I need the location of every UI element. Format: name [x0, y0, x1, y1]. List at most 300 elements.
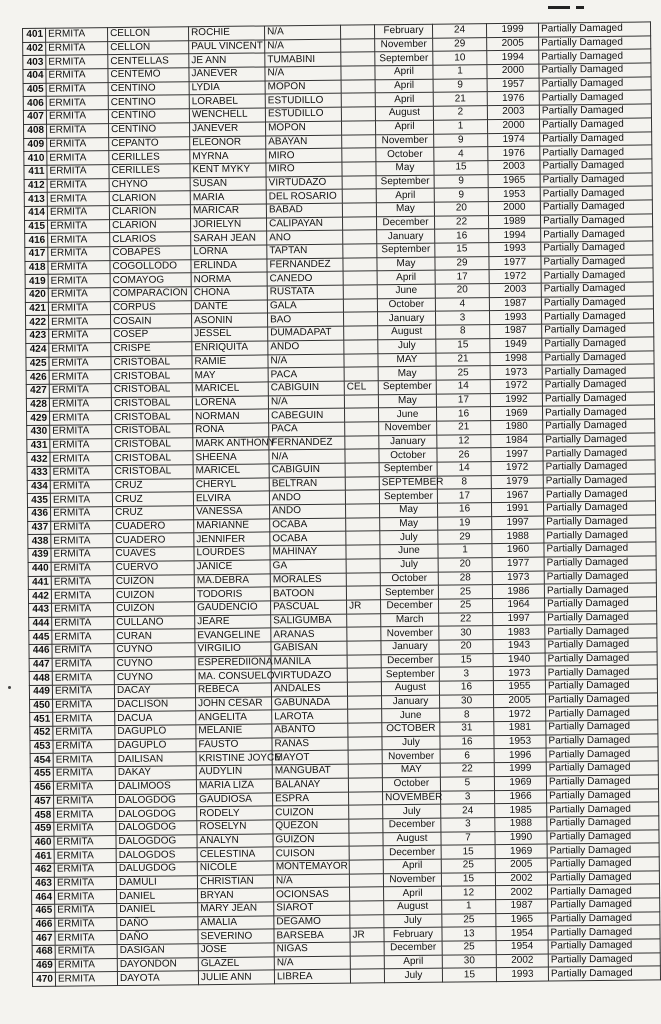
middle-name-cell: VIRTUDAZO: [266, 176, 342, 190]
first-name-cell: JESSEL: [192, 327, 268, 341]
birth-year-cell: 2002: [496, 885, 548, 899]
birth-year-cell: 1999: [494, 762, 546, 776]
row-number: 427: [26, 384, 49, 398]
barangay-cell: ERMITA: [48, 219, 110, 233]
middle-name-cell: TUMABINI: [265, 53, 341, 67]
birth-day-cell: 15: [436, 338, 490, 352]
barangay-cell: ERMITA: [47, 151, 109, 165]
barangay-cell: ERMITA: [49, 315, 111, 329]
status-cell: Partially Damaged: [542, 378, 654, 393]
birth-year-cell: 2002: [496, 954, 548, 968]
row-number: 442: [28, 589, 51, 603]
row-number: 460: [31, 836, 54, 850]
barangay-cell: ERMITA: [53, 698, 115, 712]
status-cell: Partially Damaged: [540, 200, 652, 215]
status-cell: Partially Damaged: [546, 693, 658, 708]
birth-day-cell: 7: [441, 831, 495, 845]
first-name-cell: SARAH JEAN: [191, 231, 267, 245]
birth-month-cell: December: [376, 216, 434, 230]
birth-day-cell: 31: [440, 722, 494, 736]
last-name-cell: DANIEL: [117, 903, 198, 918]
last-name-cell: CRUZ: [112, 492, 193, 507]
middle-name-cell: QUEZON: [273, 819, 349, 833]
birth-year-cell: 1989: [488, 215, 540, 229]
first-name-cell: LORABEL: [189, 94, 265, 108]
birth-year-cell: 1977: [489, 256, 541, 270]
suffix-cell: [348, 695, 382, 709]
middle-name-cell: BABAD: [266, 203, 342, 217]
suffix-cell: [350, 901, 384, 915]
suffix-cell: [348, 764, 382, 778]
first-name-cell: MARICEL: [193, 464, 269, 478]
birth-year-cell: 1999: [486, 23, 538, 37]
birth-month-cell: February: [384, 928, 442, 942]
birth-month-cell: March: [381, 613, 439, 627]
last-name-cell: CUADERO: [113, 519, 194, 534]
barangay-cell: ERMITA: [51, 589, 113, 603]
middle-name-cell: N/A: [264, 25, 340, 39]
birth-day-cell: 30: [442, 954, 496, 968]
last-name-cell: DAGUPLO: [115, 725, 196, 740]
birth-month-cell: November: [379, 421, 437, 435]
birth-month-cell: MAY: [378, 353, 436, 367]
last-name-cell: DAÑO: [117, 916, 198, 931]
row-number: 444: [29, 617, 52, 631]
birth-month-cell: July: [380, 558, 438, 572]
first-name-cell: ELVIRA: [193, 491, 269, 505]
first-name-cell: JOSE: [198, 943, 274, 957]
middle-name-cell: MOPON: [265, 121, 341, 135]
row-number: 408: [24, 124, 47, 138]
birth-month-cell: June: [377, 284, 435, 298]
row-number: 404: [23, 69, 46, 83]
registry-rows: [23, 22, 661, 987]
first-name-cell: JANICE: [194, 560, 270, 574]
barangay-cell: ERMITA: [54, 849, 116, 863]
barangay-cell: ERMITA: [48, 247, 110, 261]
page-marks: [548, 4, 608, 10]
birth-year-cell: 1943: [493, 639, 545, 653]
birth-month-cell: April: [383, 859, 441, 873]
birth-month-cell: September: [381, 667, 439, 681]
birth-month-cell: September: [375, 52, 433, 66]
barangay-cell: ERMITA: [55, 945, 117, 959]
status-cell: Partially Damaged: [542, 350, 654, 365]
birth-day-cell: 24: [441, 804, 495, 818]
birth-month-cell: November: [383, 873, 441, 887]
birth-year-cell: 1976: [487, 92, 539, 106]
first-name-cell: KRISTINE JOYCE: [196, 751, 272, 765]
last-name-cell: DACAY: [114, 684, 195, 699]
birth-day-cell: 24: [432, 24, 486, 38]
suffix-cell: [350, 887, 384, 901]
status-cell: Partially Damaged: [541, 255, 653, 270]
birth-year-cell: 1973: [492, 571, 544, 585]
row-number: 431: [27, 439, 50, 453]
last-name-cell: CRISTOBAL: [111, 383, 192, 398]
last-name-cell: CRISTOBAL: [112, 451, 193, 466]
barangay-cell: ERMITA: [52, 671, 114, 685]
first-name-cell: AUDYLIN: [196, 765, 272, 779]
last-name-cell: CRISTOBAL: [112, 424, 193, 439]
birth-day-cell: 17: [435, 270, 489, 284]
birth-day-cell: 3: [439, 667, 493, 681]
row-number: 468: [32, 945, 55, 959]
barangay-cell: ERMITA: [55, 958, 117, 972]
status-cell: Partially Damaged: [544, 597, 656, 612]
status-cell: Partially Damaged: [542, 323, 654, 338]
birth-day-cell: 17: [437, 489, 491, 503]
first-name-cell: CHRISTIAN: [197, 875, 273, 889]
middle-name-cell: MIRO: [266, 162, 342, 176]
first-name-cell: BRYAN: [198, 888, 274, 902]
barangay-cell: ERMITA: [51, 561, 113, 575]
status-cell: Partially Damaged: [539, 36, 651, 51]
first-name-cell: LORNA: [191, 245, 267, 259]
birth-year-cell: 1984: [491, 434, 543, 448]
birth-day-cell: 15: [435, 243, 489, 257]
row-number: 402: [23, 42, 46, 56]
barangay-cell: ERMITA: [51, 575, 113, 589]
suffix-cell: [341, 93, 375, 107]
row-number: 421: [25, 302, 48, 316]
status-cell: Partially Damaged: [539, 63, 651, 78]
barangay-cell: ERMITA: [49, 370, 111, 384]
first-name-cell: MYRNA: [190, 149, 266, 163]
row-number: 458: [31, 808, 54, 822]
birth-month-cell: January: [377, 312, 435, 326]
status-cell: Partially Damaged: [548, 953, 660, 968]
barangay-cell: ERMITA: [50, 425, 112, 439]
suffix-cell: [345, 422, 379, 436]
birth-day-cell: 15: [441, 845, 495, 859]
row-number: 450: [30, 699, 53, 713]
birth-day-cell: 21: [437, 421, 491, 435]
first-name-cell: JENNIFER: [194, 532, 270, 546]
row-number: 401: [23, 28, 46, 42]
suffix-cell: JR: [350, 928, 384, 942]
birth-year-cell: 2003: [487, 105, 539, 119]
middle-name-cell: CALIPAYAN: [266, 217, 342, 231]
barangay-cell: ERMITA: [52, 630, 114, 644]
row-number: 469: [32, 959, 55, 973]
row-number: 414: [24, 206, 47, 220]
middle-name-cell: CABIGUIN: [269, 463, 345, 477]
birth-year-cell: 1990: [495, 831, 547, 845]
first-name-cell: ESPEREDIIONA: [195, 656, 271, 670]
first-name-cell: NICOLE: [197, 861, 273, 875]
suffix-cell: [348, 737, 382, 751]
status-cell: Partially Damaged: [548, 898, 660, 913]
registry-table: [22, 21, 661, 987]
suffix-cell: [343, 285, 377, 299]
row-number: 455: [30, 767, 53, 781]
birth-month-cell: May: [376, 202, 434, 216]
last-name-cell: CULLANO: [114, 615, 195, 630]
birth-month-cell: April: [375, 93, 433, 107]
birth-month-cell: January: [382, 695, 440, 709]
birth-month-cell: January: [381, 640, 439, 654]
row-number: 470: [32, 973, 55, 987]
birth-year-cell: 1954: [496, 940, 548, 954]
birth-month-cell: May: [380, 517, 438, 531]
birth-month-cell: July: [380, 531, 438, 545]
barangay-cell: ERMITA: [52, 602, 114, 616]
birth-day-cell: 3: [441, 817, 495, 831]
suffix-cell: [349, 791, 383, 805]
suffix-cell: [350, 942, 384, 956]
birth-year-cell: 2002: [495, 872, 547, 886]
last-name-cell: CENTINO: [109, 123, 190, 138]
row-number: 441: [28, 576, 51, 590]
birth-year-cell: 1969: [490, 406, 542, 420]
suffix-cell: [345, 476, 379, 490]
first-name-cell: MELANIE: [196, 724, 272, 738]
birth-year-cell: 1966: [495, 790, 547, 804]
last-name-cell: CELLON: [108, 27, 189, 42]
last-name-cell: CELLON: [108, 40, 189, 55]
birth-year-cell: 1993: [489, 311, 541, 325]
first-name-cell: KENT MYKY: [190, 163, 266, 177]
suffix-cell: [347, 627, 381, 641]
status-cell: Partially Damaged: [548, 912, 660, 927]
birth-month-cell: May: [380, 503, 438, 517]
row-number: 411: [24, 165, 47, 179]
suffix-cell: [341, 52, 375, 66]
barangay-cell: ERMITA: [54, 794, 116, 808]
suffix-cell: [349, 846, 383, 860]
suffix-cell: [346, 545, 380, 559]
barangay-cell: ERMITA: [47, 164, 109, 178]
birth-year-cell: 1980: [491, 420, 543, 434]
first-name-cell: JE ANN: [189, 53, 265, 67]
middle-name-cell: N/A: [273, 874, 349, 888]
first-name-cell: ROSELYN: [197, 820, 273, 834]
birth-year-cell: 1992: [490, 393, 542, 407]
birth-month-cell: May: [378, 366, 436, 380]
middle-name-cell: CANEDO: [267, 272, 343, 286]
ink-mark: [548, 6, 570, 9]
birth-year-cell: 1964: [492, 598, 544, 612]
middle-name-cell: MIRO: [266, 148, 342, 162]
row-number: 461: [31, 849, 54, 863]
status-cell: Partially Damaged: [546, 761, 658, 776]
barangay-cell: ERMITA: [47, 123, 109, 137]
birth-year-cell: 1976: [488, 146, 540, 160]
row-number: 433: [27, 466, 50, 480]
status-cell: Partially Damaged: [548, 966, 660, 981]
suffix-cell: [347, 654, 381, 668]
row-number: 466: [32, 918, 55, 932]
row-number: 464: [32, 891, 55, 905]
middle-name-cell: MANGUBAT: [272, 764, 348, 778]
birth-month-cell: December: [383, 818, 441, 832]
row-number: 422: [26, 316, 49, 330]
birth-year-cell: 1972: [494, 707, 546, 721]
middle-name-cell: BARSEBA: [274, 928, 350, 942]
birth-month-cell: September: [377, 243, 435, 257]
birth-day-cell: 25: [442, 913, 496, 927]
status-cell: Partially Damaged: [544, 515, 656, 530]
barangay-cell: ERMITA: [49, 342, 111, 356]
birth-year-cell: 1979: [491, 475, 543, 489]
middle-name-cell: OCABA: [270, 532, 346, 546]
row-number: 465: [32, 904, 55, 918]
birth-day-cell: 1: [433, 119, 487, 133]
last-name-cell: COSEP: [111, 328, 192, 343]
birth-year-cell: 1972: [490, 379, 542, 393]
first-name-cell: JULIE ANN: [198, 970, 274, 984]
status-cell: Partially Damaged: [544, 542, 656, 557]
barangay-cell: ERMITA: [47, 192, 109, 206]
birth-month-cell: December: [381, 599, 439, 613]
birth-year-cell: 1969: [495, 844, 547, 858]
birth-day-cell: 16: [439, 681, 493, 695]
middle-name-cell: SALIGUMBA: [271, 614, 347, 628]
last-name-cell: CUYNO: [114, 643, 195, 658]
suffix-cell: [349, 832, 383, 846]
first-name-cell: WENCHELL: [189, 108, 265, 122]
status-cell: Partially Damaged: [548, 884, 660, 899]
birth-year-cell: 1986: [492, 584, 544, 598]
birth-day-cell: 8: [436, 325, 490, 339]
status-cell: Partially Damaged: [544, 569, 656, 584]
row-number: 456: [30, 781, 53, 795]
middle-name-cell: N/A: [268, 395, 344, 409]
last-name-cell: DAILISAN: [115, 752, 196, 767]
row-number: 452: [30, 726, 53, 740]
row-number: 463: [31, 877, 54, 891]
suffix-cell: [346, 586, 380, 600]
last-name-cell: CORPUS: [110, 300, 191, 315]
last-name-cell: CUIZON: [113, 574, 194, 589]
birth-day-cell: 9: [434, 174, 488, 188]
row-number: 420: [25, 288, 48, 302]
last-name-cell: COMAYOG: [110, 273, 191, 288]
barangay-cell: ERMITA: [49, 383, 111, 397]
row-number: 426: [26, 370, 49, 384]
status-cell: Partially Damaged: [540, 145, 652, 160]
birth-month-cell: October: [379, 448, 437, 462]
last-name-cell: CRISPE: [111, 342, 192, 357]
status-cell: Partially Damaged: [540, 186, 652, 201]
birth-month-cell: April: [376, 188, 434, 202]
birth-day-cell: 15: [442, 968, 496, 982]
middle-name-cell: MOPON: [265, 80, 341, 94]
status-cell: Partially Damaged: [546, 734, 658, 749]
birth-day-cell: 19: [438, 516, 492, 530]
status-cell: Partially Damaged: [548, 939, 660, 954]
birth-month-cell: April: [384, 955, 442, 969]
status-cell: Partially Damaged: [538, 22, 650, 37]
last-name-cell: CHYNO: [109, 177, 190, 192]
first-name-cell: JEARE: [195, 614, 271, 628]
last-name-cell: CENTELLAS: [108, 54, 189, 69]
margin-dot: [8, 686, 11, 689]
suffix-cell: [346, 559, 380, 573]
birth-year-cell: 2005: [494, 694, 546, 708]
last-name-cell: DALUGDOG: [116, 862, 197, 877]
suffix-cell: [341, 121, 375, 135]
suffix-cell: [349, 819, 383, 833]
middle-name-cell: ABAYAN: [266, 135, 342, 149]
suffix-cell: [341, 66, 375, 80]
birth-month-cell: April: [375, 65, 433, 79]
middle-name-cell: ANDALES: [271, 682, 347, 696]
birth-year-cell: 1954: [496, 926, 548, 940]
status-cell: Partially Damaged: [541, 227, 653, 242]
birth-month-cell: January: [379, 435, 437, 449]
birth-year-cell: 1997: [491, 447, 543, 461]
row-number: 447: [29, 658, 52, 672]
birth-day-cell: 15: [441, 872, 495, 886]
middle-name-cell: GA: [270, 559, 346, 573]
birth-year-cell: 1998: [490, 352, 542, 366]
row-number: 435: [27, 494, 50, 508]
first-name-cell: SHEENA: [193, 450, 269, 464]
row-number: 412: [24, 179, 47, 193]
birth-year-cell: 1949: [490, 338, 542, 352]
suffix-cell: [343, 299, 377, 313]
row-number: 446: [29, 644, 52, 658]
suffix-cell: [346, 504, 380, 518]
birth-month-cell: May: [376, 161, 434, 175]
barangay-cell: ERMITA: [51, 520, 113, 534]
birth-day-cell: 8: [440, 708, 494, 722]
suffix-cell: [342, 162, 376, 176]
barangay-cell: ERMITA: [53, 726, 115, 740]
birth-year-cell: 1987: [496, 899, 548, 913]
middle-name-cell: ANDO: [269, 491, 345, 505]
row-number: 448: [29, 672, 52, 686]
birth-day-cell: 12: [442, 886, 496, 900]
last-name-cell: DACUA: [115, 711, 196, 726]
birth-year-cell: 1985: [495, 803, 547, 817]
middle-name-cell: N/A: [268, 354, 344, 368]
suffix-cell: [345, 449, 379, 463]
row-number: 424: [26, 343, 49, 357]
birth-day-cell: 6: [440, 749, 494, 763]
birth-day-cell: 17: [436, 393, 490, 407]
birth-day-cell: 1: [433, 65, 487, 79]
suffix-cell: JR: [347, 600, 381, 614]
middle-name-cell: MAYOT: [272, 751, 348, 765]
first-name-cell: PAUL VINCENT: [189, 40, 265, 54]
middle-name-cell: MORALES: [270, 573, 346, 587]
barangay-cell: ERMITA: [53, 753, 115, 767]
row-number: 454: [30, 754, 53, 768]
first-name-cell: GAUDIOSA: [197, 792, 273, 806]
last-name-cell: DAMULI: [116, 875, 197, 890]
status-cell: Partially Damaged: [541, 309, 653, 324]
birth-year-cell: 1973: [490, 365, 542, 379]
last-name-cell: CLARION: [109, 191, 190, 206]
suffix-cell: [345, 490, 379, 504]
birth-month-cell: September: [378, 380, 436, 394]
last-name-cell: COMPARACION: [110, 287, 191, 302]
suffix-cell: [347, 613, 381, 627]
birth-month-cell: August: [381, 681, 439, 695]
middle-name-cell: PACA: [269, 422, 345, 436]
status-cell: Partially Damaged: [547, 857, 659, 872]
row-number: 449: [29, 685, 52, 699]
row-number: 419: [25, 275, 48, 289]
last-name-cell: CUIZON: [113, 588, 194, 603]
birth-year-cell: 1996: [494, 748, 546, 762]
birth-year-cell: 1994: [487, 50, 539, 64]
barangay-cell: ERMITA: [48, 274, 110, 288]
status-cell: Partially Damaged: [542, 391, 654, 406]
